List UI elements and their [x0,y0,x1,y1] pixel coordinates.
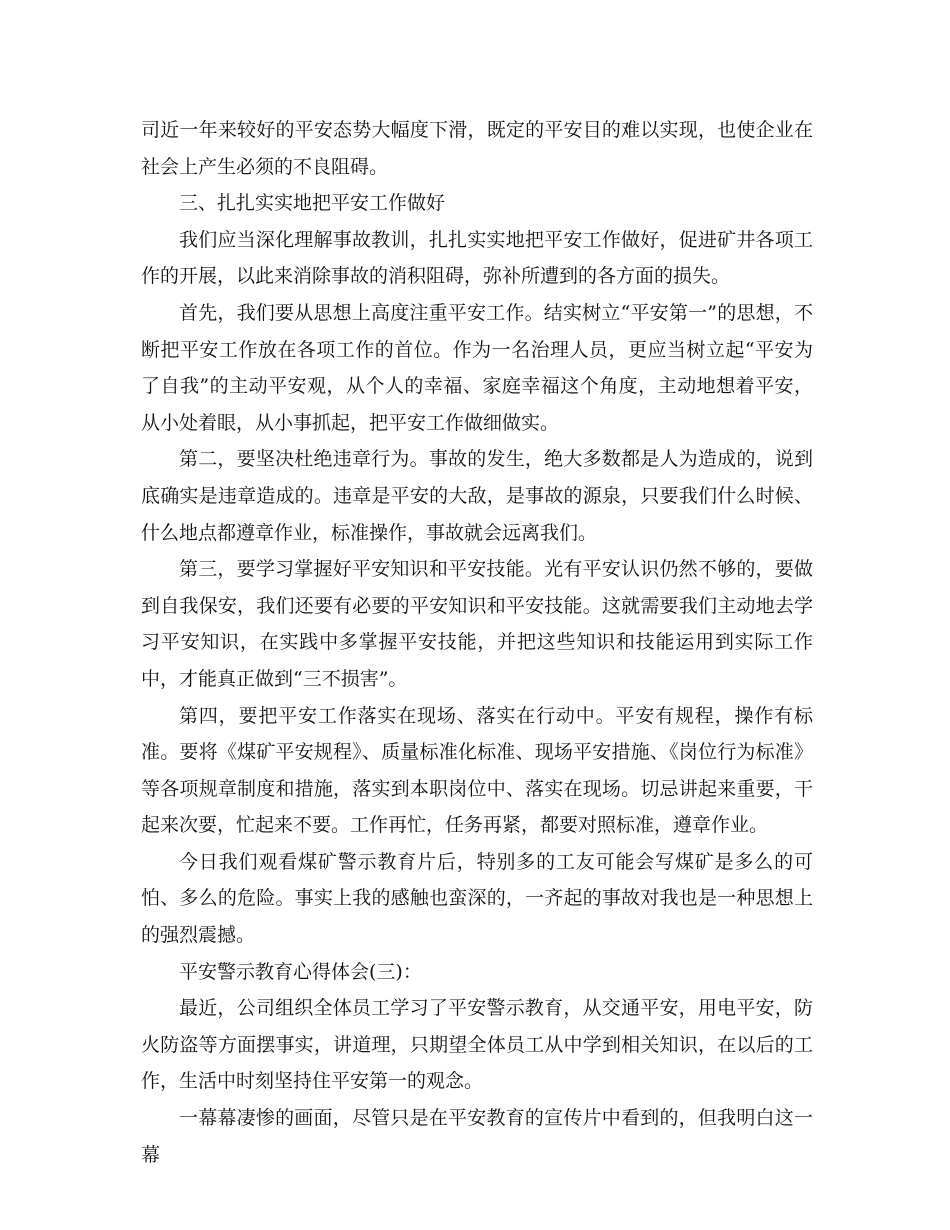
paragraph: 第三，要学习掌握好平安知识和平安技能。光有平安认识仍然不够的，要做到自我保安，我们还要有必要的平安知识和平安技能。这就需要我们主动地去学习平安知识，在实践中多掌握平安技能，并把这些知识和技能运用到实际工作中，才能真正做到“三不损害”。 [141,558,813,690]
document-body [141,112,813,1173]
paragraph: 我们应当深化理解事故教训，扎扎实实地把平安工作做好，促进矿井各项工作的开展，以此来消除事故的消积阻碍，弥补所遭到的各方面的损失。 [141,228,813,288]
subsection-heading: 平安警示教育心得体会(三)： [179,960,422,983]
paragraph: 一幕幕凄惨的画面，尽管只是在平安教育的宣传片中看到的，但我明白这一幕 [141,1107,813,1166]
section-heading: 三、扎扎实实地把平安工作做好 [179,192,446,215]
paragraph-continued: 司近一年来较好的平安态势大幅度下滑，既定的平安目的难以实现，也使企业在社会上产生必须的不良阻碍。 [141,119,813,178]
paragraph: 第二，要坚决杜绝违章行为。事故的发生，绝大多数都是人为造成的，说到底确实是违章造成的。违章是平安的大敌，是事故的源泉，只要我们什么时候、什么地点都遵章作业，标准操作，事故就会远离我们。 [141,448,813,544]
paragraph: 首先，我们要从思想上高度注重平安工作。结实树立“平安第一”的思想，不断把平安工作放在各项工作的首位。作为一名治理人员，更应当树立起“平安为了自我”的主动平安观，从个人的幸福、家庭幸福这个角度，主动地想着平安，从小处着眼，从小事抓起，把平安工作做细做实。 [141,301,813,434]
paragraph: 今日我们观看煤矿警示教育片后，特别多的工友可能会写煤矿是多么的可怕、多么的危险。事实上我的感触也蛮深的，一齐起的事故对我也是一种思想上的强烈震撼。 [141,850,813,947]
paragraph: 最近，公司组织全体员工学习了平安警示教育，从交通平安，用电平安，防火防盗等方面摆事实，讲道理，只期望全体员工从中学到相关知识，在以后的工作，生活中时刻坚持住平安第一的观念。 [141,997,813,1093]
paragraph: 第四，要把平安工作落实在现场、落实在行动中。平安有规程，操作有标准。要将《煤矿平安规程》、质量标准化标准、现场平安措施、《岗位行为标准》等各项规章制度和措施，落实到本职岗位中、落实在现场。切忌讲起来重要，干起来次要，忙起来不要。工作再忙，任务再紧，都要对照标准，遵章作业。 [141,704,813,837]
